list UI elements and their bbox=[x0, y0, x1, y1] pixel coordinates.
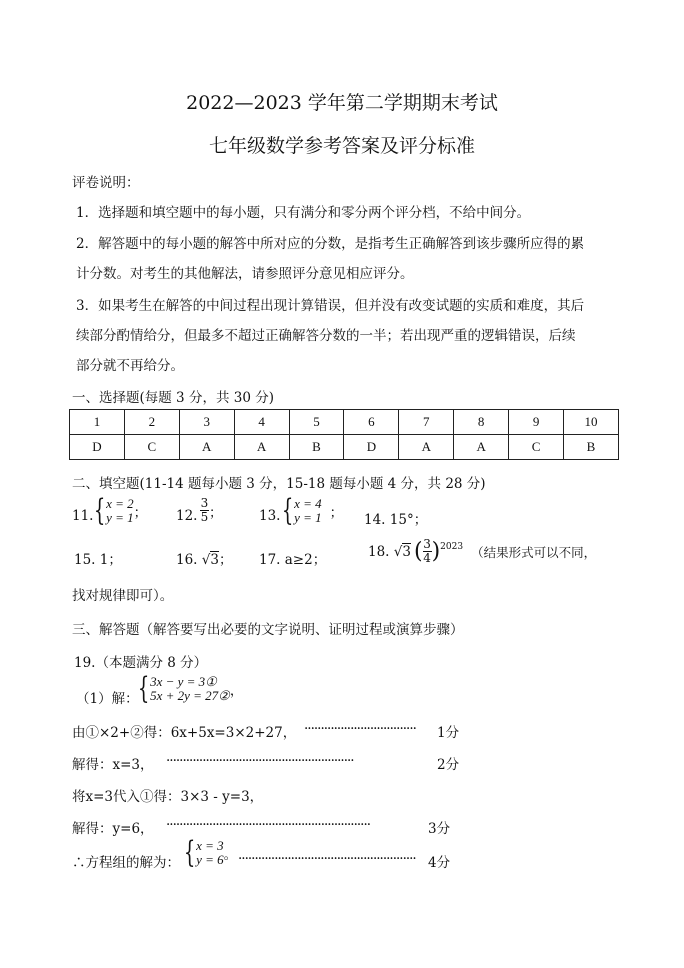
q16-number: 16. bbox=[176, 552, 198, 568]
step-5-score: 4分 bbox=[428, 855, 451, 871]
table-cell: B bbox=[564, 435, 619, 460]
table-cell: D bbox=[344, 435, 399, 460]
table-cell: A bbox=[454, 435, 509, 460]
q18-note: （结果形式可以不同， bbox=[471, 544, 597, 560]
notes-heading: 评卷说明： bbox=[72, 175, 140, 191]
table-cell: 5 bbox=[289, 410, 344, 435]
table-cell: 6 bbox=[344, 410, 399, 435]
numerator: 3 bbox=[423, 537, 431, 551]
q11-eq-2: y = 1 bbox=[106, 510, 134, 525]
numerator: 3 bbox=[200, 496, 209, 510]
table-cell: 8 bbox=[454, 410, 509, 435]
brace-icon: { bbox=[93, 493, 106, 528]
table-cell: 7 bbox=[399, 410, 454, 435]
section-3-heading: 三、解答题（解答要写出必要的文字说明、证明过程或演算步骤） bbox=[72, 622, 464, 638]
exponent: 2023 bbox=[440, 542, 464, 552]
answer-row bbox=[70, 435, 619, 460]
solution-tail: 。 bbox=[223, 847, 238, 863]
q12-tail: ； bbox=[209, 504, 223, 521]
equation-system bbox=[134, 671, 244, 706]
q18-number: 18. bbox=[368, 543, 390, 560]
table-cell: 9 bbox=[509, 410, 564, 435]
solution-eq-1: x = 3 bbox=[196, 838, 224, 853]
table-cell: D bbox=[70, 435, 125, 460]
q19-heading: 19.（本题满分 8 分） bbox=[74, 655, 208, 671]
q13-eq-2: y = 1 bbox=[294, 510, 322, 525]
q17-answer: 17. a≥2； bbox=[259, 552, 327, 568]
question-number-row bbox=[70, 410, 619, 435]
q12-fraction bbox=[200, 497, 209, 524]
table-cell: 1 bbox=[70, 410, 125, 435]
system-eq-1: 3x − y = 3① bbox=[150, 674, 217, 689]
q16-answer bbox=[176, 548, 232, 568]
q13-tail: ； bbox=[329, 505, 344, 521]
denominator: 4 bbox=[423, 551, 431, 565]
solution-system bbox=[180, 835, 238, 870]
dot-leader: ·································· bbox=[304, 721, 416, 737]
note-3-line-1: 3．如果考生在解答的中间过程出现计算错误，但并没有改变试题的实质和难度，其后 bbox=[76, 298, 585, 314]
system-eq-2: 5x + 2y = 27② bbox=[150, 688, 230, 703]
table-cell: 3 bbox=[179, 410, 234, 435]
q14-answer: 14. 15°； bbox=[364, 512, 428, 528]
note-2-line-1: 2．解答题中的每小题的解答中所对应的分数，是指考生正确解答到该步骤所应得的累 bbox=[76, 236, 585, 252]
note-1: 1．选择题和填空题中的每小题，只有满分和零分两个评分档，不给中间分。 bbox=[76, 205, 531, 221]
dot-leader: ······················································ bbox=[238, 851, 416, 867]
radicand: 3 bbox=[402, 544, 411, 560]
q13-eq-1: x = 4 bbox=[294, 496, 322, 511]
note-3-line-3: 部分就不再给分。 bbox=[76, 358, 184, 374]
note-2-line-2: 计分数。对考生的其他解法，请参照评分意见相应评分。 bbox=[76, 266, 414, 282]
radicand: 3 bbox=[210, 552, 219, 568]
brace-icon: { bbox=[183, 835, 196, 870]
q12-number: 12. bbox=[176, 508, 198, 524]
step-1-score: 1分 bbox=[437, 725, 460, 741]
table-cell: A bbox=[179, 435, 234, 460]
step-2-score: 2分 bbox=[437, 757, 460, 773]
q18-note-continued: 找对规律即可）。 bbox=[72, 588, 174, 604]
table-cell: A bbox=[234, 435, 289, 460]
brace-icon: { bbox=[281, 493, 294, 528]
q16-tail: ； bbox=[218, 552, 233, 568]
q13-system bbox=[278, 493, 344, 528]
brace-icon: { bbox=[137, 671, 150, 706]
step-4-score: 3分 bbox=[428, 821, 451, 837]
section-1-heading: 一、选择题(每题 3 分，共 30 分) bbox=[72, 390, 274, 406]
step-1: 由①×2+②得：6x+5x=3×2+27， bbox=[72, 725, 297, 741]
step-5: ∴方程组的解为： bbox=[72, 855, 180, 871]
table-cell: C bbox=[124, 435, 179, 460]
part-1-label: （1）解： bbox=[76, 691, 139, 707]
q11-system bbox=[90, 493, 148, 528]
q13-number: 13. bbox=[259, 508, 281, 524]
sqrt-icon: √ bbox=[393, 543, 403, 560]
note-3-line-2: 续部分酌情给分，但最多不超过正确解答分数的一半；若出现严重的逻辑错误，后续 bbox=[76, 328, 576, 344]
exam-title: 2022—2023 学年第二学期期末考试 bbox=[186, 92, 498, 114]
dot-leader: ······························································ bbox=[166, 817, 371, 833]
q15-answer: 15. 1； bbox=[74, 552, 122, 568]
denominator: 5 bbox=[200, 510, 209, 524]
choice-answer-table bbox=[69, 409, 619, 460]
q11-tail: ； bbox=[133, 505, 148, 521]
left-paren-icon: ( bbox=[413, 539, 423, 564]
step-2: 解得：x=3， bbox=[72, 757, 154, 773]
table-cell: 10 bbox=[564, 410, 619, 435]
table-cell: C bbox=[509, 435, 564, 460]
section-2-heading: 二、填空题(11-14 题每小题 3 分，15-18 题每小题 4 分，共 28 分) bbox=[72, 476, 486, 492]
right-paren-icon: ) bbox=[431, 539, 441, 564]
table-cell: A bbox=[399, 435, 454, 460]
system-tail: ， bbox=[229, 683, 244, 699]
answer-key-title: 七年级数学参考答案及评分标准 bbox=[208, 135, 475, 157]
q11-eq-1: x = 2 bbox=[106, 496, 134, 511]
q11-number: 11. bbox=[72, 508, 94, 524]
q18-answer bbox=[368, 538, 596, 565]
sqrt-icon: √ bbox=[201, 552, 211, 568]
dot-leader: ························································· bbox=[166, 753, 354, 769]
q18-fraction bbox=[423, 538, 432, 565]
table-cell: B bbox=[289, 435, 344, 460]
table-cell: 2 bbox=[124, 410, 179, 435]
step-4: 解得：y=6， bbox=[72, 821, 154, 837]
step-3: 将x=3代入①得：3×3 - y=3， bbox=[72, 789, 264, 805]
q12-answer bbox=[200, 497, 223, 524]
table-cell: 4 bbox=[234, 410, 289, 435]
solution-eq-2: y = 6 bbox=[196, 852, 224, 867]
